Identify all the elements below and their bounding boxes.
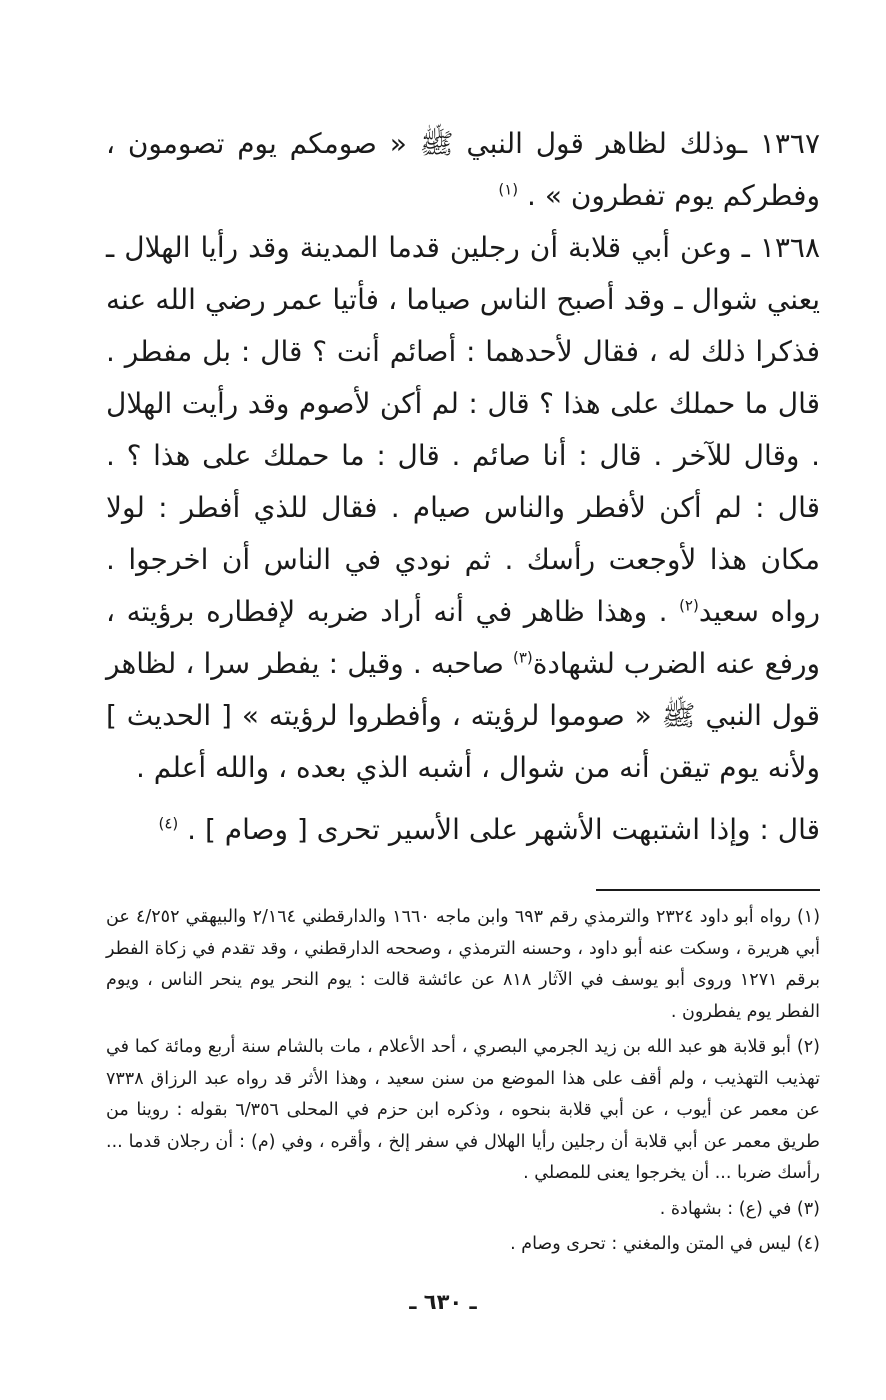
paragraph-1368 [106, 222, 820, 794]
footnote-ref-1: (١) [498, 180, 519, 199]
paragraph-1367 [106, 118, 820, 222]
paragraph-1367-text: ١٣٦٧ ـوذلك لظاهر قول النبي ﷺ « صومكم يوم تصومون ، وفطركم يوم تفطرون » . [106, 127, 820, 212]
footnote-4: (٤) ليس في المتن والمغني : تحرى وصام . [510, 1234, 820, 1254]
paragraph-gap [106, 794, 820, 804]
footnote-2: (٢) أبو قلابة هو عبد الله بن زيد الجرمي البصري ، أحد الأعلام ، مات بالشام سنة أربع ومائة كما في تهذيب التهذيب ، ولم أقف على هذا الموضع من سنن سعيد ، وهذا الأثر قد رواه عبد الرزاق ٧٣٣٨ عن معمر عن أيوب ، عن أبي قلابة بنحوه ، وذكره ابن حزم في المحلى ٦/٣٥٦ بقوله : روينا من طريق معمر عن أبي قلابة أن رجلين رأيا الهلال في سفر إلخ ، وأقره ، وفي (م) : أن رجلان قدما ... رأسك ضربا ... أن يخرجوا يعنى للمصلي . [106, 1037, 820, 1183]
paragraph-1368-text-a: ١٣٦٨ ـ وعن أبي قلابة أن رجلين قدما المدينة وقد رأيا الهلال ـ يعني شوال ـ وقد أصبح الناس صياما ، فأتيا عمر رضي الله عنه فذكرا ذلك له ، فقال لأحدهما : أصائم أنت ؟ قال : بل مفطر . قال ما حملك على هذا ؟ قال : لم أكن لأصوم وقد رأيت الهلال . وقال للآخر . قال : أنا صائم . قال : ما حملك على هذا ؟ . قال : لم أكن لأفطر والناس صيام . فقال للذي أفطر : لولا مكان هذا لأوجعت رأسك . ثم نودي في الناس أن اخرجوا . رواه سعيد [106, 231, 820, 628]
footnote-separator [596, 889, 820, 891]
footnote-ref-2: (٢) [679, 596, 699, 615]
footnote-3: (٣) في (ع) : بشهادة . [659, 1198, 820, 1219]
main-text [106, 118, 820, 856]
page-number: ـ ٦٣٠ ـ [409, 1290, 477, 1314]
paragraph-1368-text-b: . وهذا ظاهر في أنه أراد ضربه لإفطاره برؤيته ، ورفع عنه الضرب لشهادة [106, 595, 820, 680]
footnotes [106, 902, 820, 1265]
footnote-ref-4: (٤) [158, 814, 179, 833]
paragraph-matn-text: قال : وإذا اشتبهت الأشهر على الأسير تحرى [ وصام ] . [187, 813, 820, 846]
footnote-ref-3: (٣) [512, 648, 533, 667]
paragraph-1368-text-c: صاحبه . وقيل : يفطر سرا ، لظاهر قول النبي ﷺ « صوموا لرؤيته ، وأفطروا لرؤيته » [ الحديث ] ولأنه يوم تيقن أنه من شوال ، أشبه الذي بعده ، والله أعلم . [106, 647, 820, 784]
paragraph-matn [106, 804, 820, 856]
footnote-1: (١) رواه أبو داود ٢٣٢٤ والترمذي رقم ٦٩٣ وابن ماجه ١٦٦٠ والدارقطني ٢/١٦٤ والبيهقي ٤/٢٥٢ عن أبي هريرة ، وسكت عنه أبو داود ، وحسنه الترمذي ، وصححه الدارقطني ، وقد تقدم في زكاة الفطر برقم ١٢٧١ وروى أبو يوسف في الآثار ٨١٨ عن عائشة قالت : يوم النحر يوم ينحر الناس ، ويوم الفطر يوم يفطرون . [106, 907, 821, 1022]
